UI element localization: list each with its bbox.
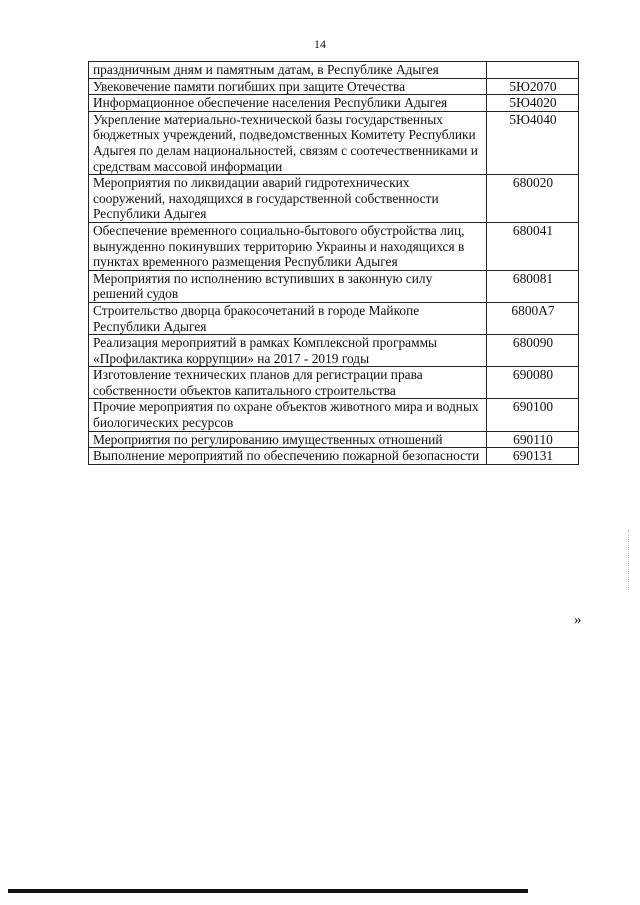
row-code: 680090 xyxy=(487,335,579,367)
row-description: Строительство дворца бракосочетаний в городе Майкопе Республики Адыгея xyxy=(89,302,487,334)
table-row xyxy=(89,111,579,174)
row-code: 680020 xyxy=(487,175,579,223)
row-description: Укрепление материально-технической базы государственных бюджетных учреждений, подведомственных Комитету Республики Адыгея по делам национальностей, связям с соотечественниками и средствам массовой информации xyxy=(89,111,487,174)
table-row xyxy=(89,367,579,399)
row-description: Мероприятия по ликвидации аварий гидротехнических сооружений, находящихся в государственной собственности Республики Адыгея xyxy=(89,175,487,223)
table-row xyxy=(89,78,579,95)
row-description: праздничным дням и памятным датам, в Республике Адыгея xyxy=(89,62,487,79)
row-description: Мероприятия по исполнению вступивших в законную силу решений судов xyxy=(89,270,487,302)
row-description: Изготовление технических планов для регистрации права собственности объектов капитального строительства xyxy=(89,367,487,399)
page-number: 14 xyxy=(314,37,326,51)
row-code xyxy=(487,62,579,79)
bottom-scan-rule xyxy=(8,889,528,893)
closing-quote-mark: » xyxy=(574,612,582,628)
row-code: 690131 xyxy=(487,448,579,465)
table-row xyxy=(89,95,579,112)
scan-edge-marks xyxy=(628,530,631,590)
row-description: Увековечение памяти погибших при защите Отечества xyxy=(89,78,487,95)
row-code: 680081 xyxy=(487,270,579,302)
row-description: Выполнение мероприятий по обеспечению пожарной безопасности xyxy=(89,448,487,465)
table-row xyxy=(89,302,579,334)
row-code: 680041 xyxy=(487,222,579,270)
row-code: 690110 xyxy=(487,431,579,448)
budget-classification-table xyxy=(88,61,579,465)
row-code: 5Ю4040 xyxy=(487,111,579,174)
table-row xyxy=(89,175,579,223)
row-code: 6800А7 xyxy=(487,302,579,334)
row-description: Обеспечение временного социально-бытового обустройства лиц, вынужденно покинувших территорию Украины и находящихся в пунктах временного размещения Республики Адыгея xyxy=(89,222,487,270)
table-row xyxy=(89,448,579,465)
row-description: Прочие мероприятия по охране объектов животного мира и водных биологических ресурсов xyxy=(89,399,487,431)
table-row xyxy=(89,335,579,367)
table-row xyxy=(89,399,579,431)
table-row xyxy=(89,222,579,270)
row-description: Мероприятия по регулированию имущественных отношений xyxy=(89,431,487,448)
row-code: 5Ю4020 xyxy=(487,95,579,112)
table-row xyxy=(89,270,579,302)
row-code: 690100 xyxy=(487,399,579,431)
table-row xyxy=(89,431,579,448)
row-description: Информационное обеспечение населения Республики Адыгея xyxy=(89,95,487,112)
row-code: 690080 xyxy=(487,367,579,399)
row-description: Реализация мероприятий в рамках Комплексной программы «Профилактика коррупции» на 2017 - 2019 годы xyxy=(89,335,487,367)
table-row xyxy=(89,62,579,79)
row-code: 5Ю2070 xyxy=(487,78,579,95)
